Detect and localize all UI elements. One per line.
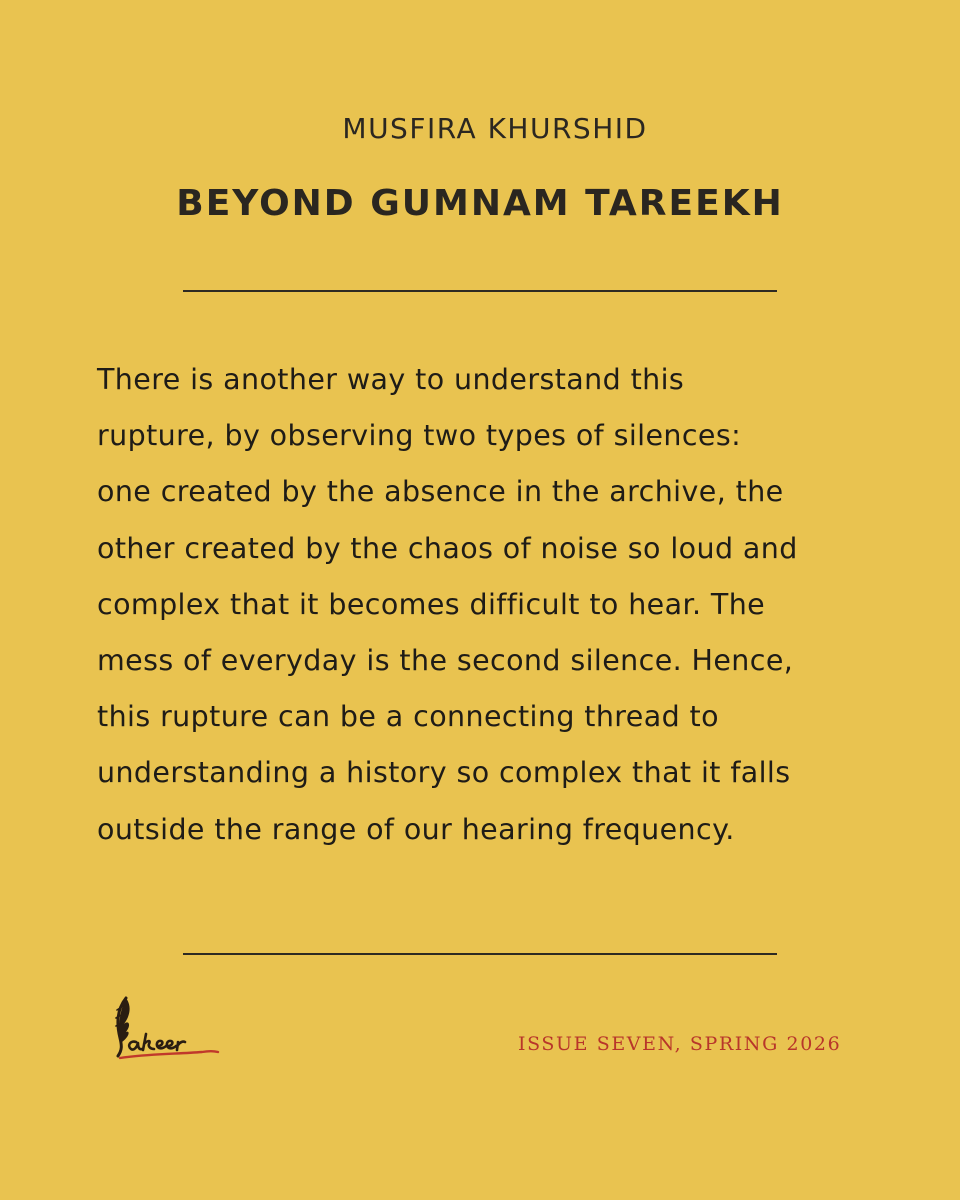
quote-line: There is another way to understand this bbox=[97, 363, 685, 396]
quote-line: mess of everyday is the second silence. Hence, bbox=[97, 644, 794, 678]
quote-line: rupture, by observing two types of silences: bbox=[97, 419, 742, 453]
quote-line: understanding a history so complex that it falls bbox=[97, 756, 791, 790]
top-divider bbox=[183, 290, 777, 292]
quote-line: other created by the chaos of noise so loud and bbox=[97, 531, 798, 565]
quote-line: complex that it becomes difficult to hear. The bbox=[97, 587, 766, 621]
quote-text bbox=[97, 352, 897, 858]
quote-line: this rupture can be a connecting thread to bbox=[97, 700, 719, 734]
page-title: BEYOND GUMNAM TAREEKH bbox=[176, 183, 784, 224]
bottom-divider bbox=[183, 953, 777, 955]
author-name: MUSFIRA KHURSHID bbox=[342, 112, 648, 145]
issue-label: ISSUE SEVEN, SPRING 2026 bbox=[518, 1033, 842, 1055]
quote-line: outside the range of our hearing frequency. bbox=[97, 812, 735, 846]
lakeer-logo bbox=[106, 994, 236, 1064]
quote-line: one created by the absence in the archive, the bbox=[97, 475, 784, 509]
